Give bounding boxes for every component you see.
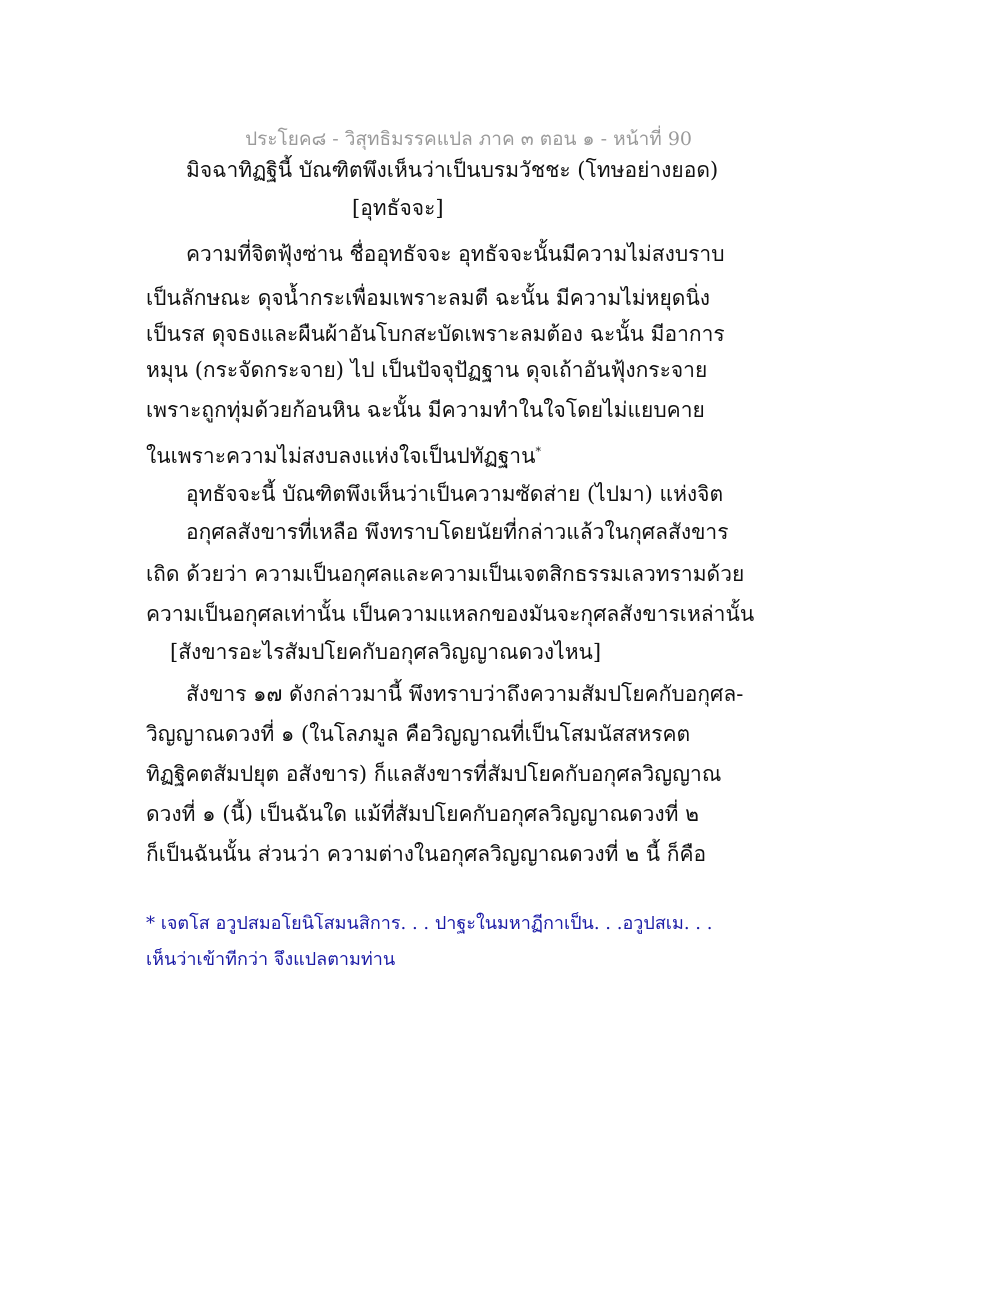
section-heading: [สังขารอะไรสัมปโยคกับอกุศลวิญญาณดวงไหน] [170,640,602,664]
body-line: ทิฏฐิคตสัมปยุต อสังขาร) ก็แลสังขารที่สัมปโยคกับอกุศลวิญญาณ [146,762,722,786]
body-line: เป็นลักษณะ ดุจน้ำกระเพื่อมเพราะลมตี ฉะนั้น มีความไม่หยุดนิ่ง [146,286,711,310]
body-line: มิจฉาทิฏฐินี้ บัณฑิตพึงเห็นว่าเป็นบรมวัชชะ (โทษอย่างยอด) [186,158,719,182]
body-line: ก็เป็นฉันนั้น ส่วนว่า ความต่างในอกุศลวิญญาณดวงที่ ๒ นี้ ก็คือ [146,842,707,866]
body-line [146,432,541,476]
footnote-line: เห็นว่าเข้าทีกว่า จึงแปลตามท่าน [146,949,396,970]
body-line: ความเป็นอกุศลเท่านั้น เป็นความแหลกของมันจะกุศลสังขารเหล่านั้น [146,602,755,626]
body-line: เพราะถูกทุ่มด้วยก้อนหิน ฉะนั้น มีความทำในใจโดยไม่แยบคาย [146,398,705,422]
body-line: อุทธัจจะนี้ บัณฑิตพึงเห็นว่าเป็นความซัดส่าย (ไปมา) แห่งจิต [186,482,724,506]
body-line: หมุน (กระจัดกระจาย) ไป เป็นปัจจุปัฏฐาน ดุจเถ้าอันฟุ้งกระจาย [146,358,708,382]
body-line: เป็นรส ดุจธงและผืนผ้าอันโบกสะบัดเพราะลมต้อง ฉะนั้น มีอาการ [146,322,725,346]
body-line: สังขาร ๑๗ ดังกล่าวมานี้ พึงทราบว่าถึงความสัมปโยคกับอกุศล- [186,682,744,706]
section-heading: [อุทธัจจะ] [352,196,444,220]
footnote-line: * เจตโส อวูปสมอโยนิโสมนสิการ. . . ปาฐะในมหาฏีกาเป็น. . .อวูปสเม. . . [146,913,713,934]
body-line: ความที่จิตฟุ้งซ่าน ชื่ออุทธัจจะ อุทธัจจะนั้นมีความไม่สงบราบ [186,242,725,266]
body-line: วิญญาณดวงที่ ๑ (ในโลภมูล คือวิญญาณที่เป็นโสมนัสสหรคต [146,722,691,746]
page-header: ประโยค๘ - วิสุทธิมรรคแปล ภาค ๓ ตอน ๑ - หน้าที่ 90 [245,128,692,150]
body-line-text: ในเพราะความไม่สงบลงแห่งใจเป็นปทัฏฐาน [146,444,536,468]
footnote-marker: * [535,445,541,458]
body-line: เถิด ด้วยว่า ความเป็นอกุศลและความเป็นเจตสิกธรรมเลวทรามด้วย [146,562,745,586]
body-line: อกุศลสังขารที่เหลือ พึงทราบโดยนัยที่กล่าวแล้วในกุศลสังขาร [186,520,729,544]
body-line: ดวงที่ ๑ (นี้) เป็นฉันใด แม้ที่สัมปโยคกับอกุศลวิญญาณดวงที่ ๒ [146,802,700,826]
